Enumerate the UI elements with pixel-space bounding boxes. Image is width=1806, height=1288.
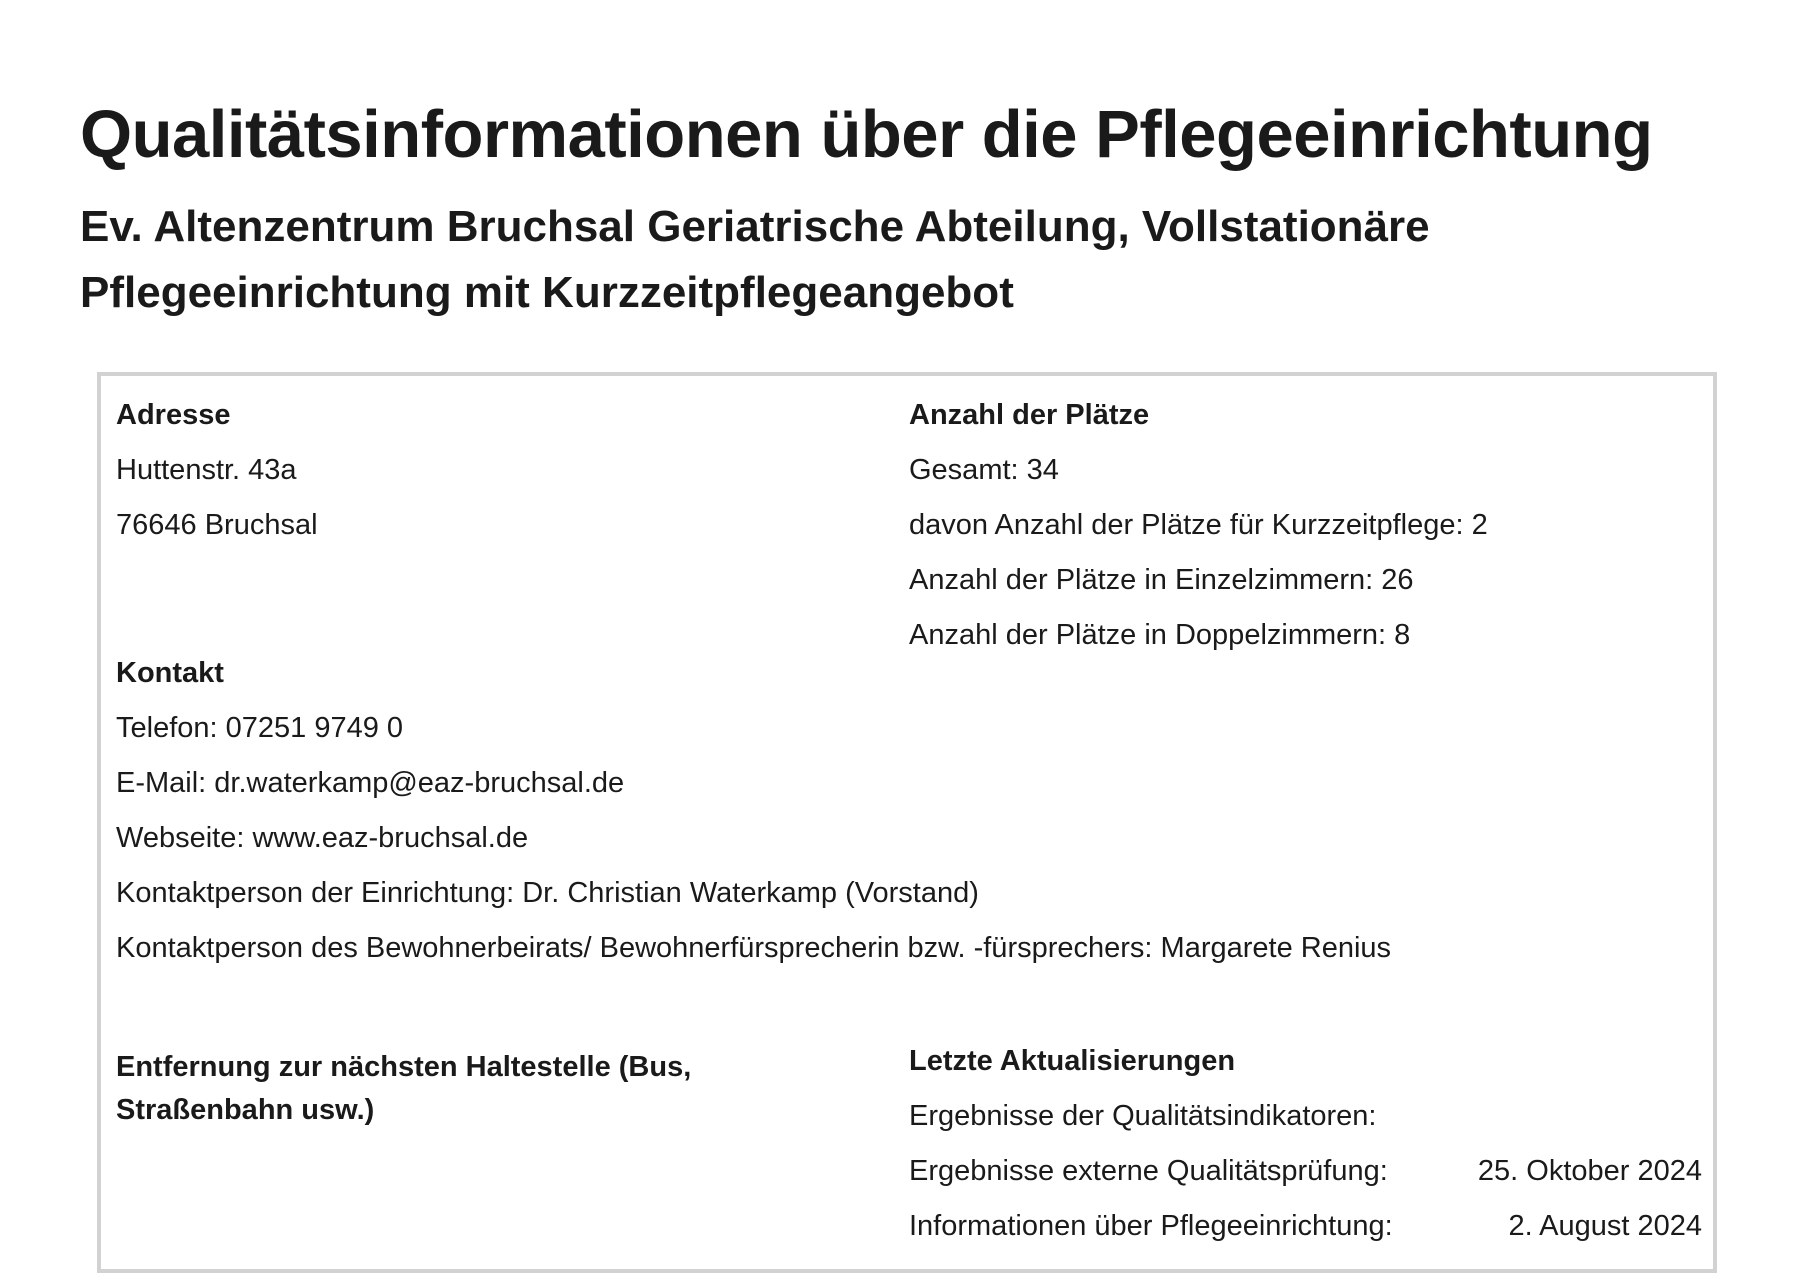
update-row-label: Ergebnisse externe Qualitätsprüfung:: [909, 1155, 1388, 1187]
address-city: 76646 Bruchsal: [116, 509, 318, 541]
last-updates-section: [909, 1034, 1702, 1254]
update-row-label: Ergebnisse der Qualitätsindikatoren:: [909, 1100, 1377, 1132]
address-street: Huttenstr. 43a: [116, 454, 297, 486]
places-single-rooms: Anzahl der Plätze in Einzelzimmern: 26: [909, 564, 1414, 596]
transit-stop-section: [116, 1040, 876, 1132]
places-double-rooms: Anzahl der Plätze in Doppelzimmern: 8: [909, 619, 1411, 651]
contact-residents-council: Kontaktperson des Bewohnerbeirats/ Bewohnerfürsprecherin bzw. -fürsprechers: Margarete Renius: [116, 932, 1392, 964]
places-heading: Anzahl der Plätze: [909, 399, 1150, 431]
places-total: Gesamt: 34: [909, 454, 1059, 486]
last-updates-heading: Letzte Aktualisierungen: [909, 1045, 1236, 1077]
update-row-label: Informationen über Pflegeeinrichtung:: [909, 1210, 1393, 1242]
contact-website[interactable]: Webseite: www.eaz-bruchsal.de: [116, 822, 529, 854]
address-section: [116, 388, 318, 553]
contact-phone: Telefon: 07251 9749 0: [116, 712, 404, 744]
contact-heading: Kontakt: [116, 657, 224, 689]
contact-person: Kontaktperson der Einrichtung: Dr. Christian Waterkamp (Vorstand): [116, 877, 979, 909]
update-row-date: 25. Oktober 2024: [1477, 1155, 1702, 1187]
page-title: Qualitätsinformationen über die Pflegeeinrichtung: [80, 97, 1653, 172]
places-section: [909, 388, 1488, 663]
places-short-term: davon Anzahl der Plätze für Kurzzeitpflege: 2: [909, 509, 1488, 541]
update-row: [909, 1144, 1702, 1199]
facility-name-line1: Ev. Altenzentrum Bruchsal Geriatrische Abteilung, Vollstationäre: [80, 202, 1430, 251]
facility-name-line2: Pflegeeinrichtung mit Kurzzeitpflegeangebot: [80, 268, 1014, 317]
address-heading: Adresse: [116, 399, 231, 431]
transit-stop-heading: Entfernung zur nächsten Haltestelle (Bus, Straßenbahn usw.): [116, 1051, 692, 1126]
update-row: [909, 1199, 1702, 1254]
facility-name: [80, 194, 1580, 326]
update-row: [909, 1089, 1702, 1144]
update-row-date: 2. August 2024: [1508, 1210, 1702, 1242]
contact-email[interactable]: E-Mail: dr.waterkamp@eaz-bruchsal.de: [116, 767, 625, 799]
contact-section: [116, 646, 1391, 976]
